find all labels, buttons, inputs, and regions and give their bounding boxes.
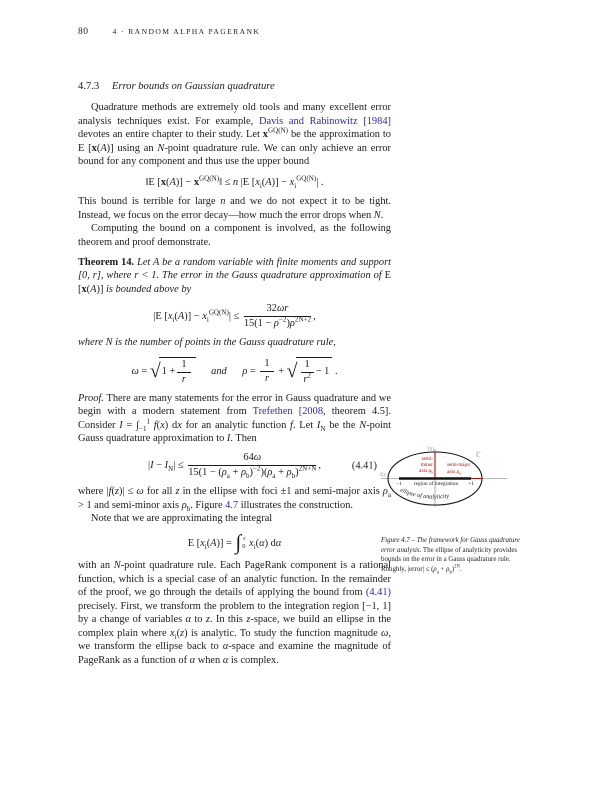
paragraph-quadrature-intro: Quadrature methods are extremely old tools and many excellent error analysis techniques exist. For example, Davis and Rabinowitz [1984] devotes an entire chapter to their study. Let $x^{GQ(N)}$ be the approximation to E [x(A)] using an N-point quadrature rule. We can only achieve an error bound for any component and thus use the upper bound (78, 102, 391, 168)
ellipse-of-analyticity-label: ellipse of analyticity (399, 486, 450, 501)
paragraph-where-n: where N is the number of points in the Gauss quadrature rule, (78, 337, 336, 349)
region-of-integration-label: region of integration (413, 481, 459, 487)
running-head (78, 27, 538, 37)
paragraph-final: with an N-point quadrature rule. Each PageRank component is a rational function, which is a special case of an analytic function. In the remainder of the proof, we go through the details of applying the bound from (4.41) precisely. First, we transform the problem to the integration region [−1, 1] by a change of variables α to z. In this z-space, we build an ellipse in the complex plain where $x_i(z)$ is analytic. To study the function magnitude ω, we transform the ellipse back to α-space and examine the magnitude of PageRank as a function of α when α is complex. (78, 560, 392, 666)
semi-minor-label-line1: semi- (421, 456, 433, 462)
theorem-14: Theorem 14. Let A be a random variable with finite moments and support [0, r], where r < 1. The error in the Gauss quadrature approximation of E [x(A)] is bounded above by (78, 256, 391, 295)
equation-expectation-integral: E $[x_i(A)]$ = ∫ r 0 $x_i(\alpha)$ dα (187, 530, 282, 554)
section-number: 4.7.3 (78, 81, 100, 92)
figure-4-7-diagram (379, 443, 511, 539)
page-number: 80 (78, 27, 89, 37)
complex-plane-symbol: ℂ (476, 451, 481, 459)
semi-minor-label-line3: axis $\rho_b$ (419, 468, 433, 475)
equation-number-4-41: (4.41) (351, 460, 377, 472)
focus-minus-one-label: −1 (396, 481, 402, 487)
equation-4-41-body: $|I - I_N|$ ≤ $\frac{64\omega}{15(1 - (\rho_a + \rho_b)^{-2})(\rho_a + \rho_b)^{2N+N}}$ , (148, 452, 321, 481)
citation-link[interactable]: (4.41) (365, 587, 391, 599)
equation-theorem-bound: |E $[x_i(A)] - x_i^{GQ(N)}|$ ≤ $\frac{32\omega r}{15(1 - \rho^{-2})\rho^{2N+2}}$ , (153, 303, 316, 330)
citation-link[interactable]: Trefethen [2008 (252, 406, 324, 418)
focus-plus-one-label: +1 (468, 481, 474, 487)
semi-major-label-line1: semi-major (447, 462, 471, 468)
body-column (78, 80, 391, 667)
semi-major-label-line2: axis $\rho_a$ (447, 469, 461, 476)
im-axis-label: Im (427, 446, 434, 453)
citation-link[interactable]: 4.7 (225, 499, 239, 511)
paragraph-computing-bound: Computing the bound on a component is involved, as the following theorem and proof demonstrate. (78, 223, 391, 248)
section-title: Error bounds on Gaussian quadrature (111, 81, 275, 92)
paragraph-ellipse-foci: where |f(z)| ≤ ω for all z in the ellipse with foci ±1 and semi-major axis $\rho_a > 1$ and semi-minor axis $\rho_b$. Figure 4.7 illustrates the construction. (78, 486, 392, 513)
semi-minor-label-line2: minor (420, 462, 433, 468)
paragraph-bound-terrible: This bound is terrible for large n and we do not expect it to be tight. Instead, we focus on the error decay—how much the error drops when N. (78, 196, 391, 221)
equation-omega-rho: ω = √ 1 + $\frac{1}{r}$ and ρ = $\frac{1}{r}$ + √ $\frac{1}{r^2}$ − 1 . (131, 357, 338, 385)
figure-4-7 (379, 443, 511, 544)
equation-upper-bound: ‖E $[x(A)] - x^{GQ(N)}‖ \le n$ |E $[x_i(A)] - x_i^{GQ(N)}|$ . (145, 174, 324, 190)
equation-4-41 (78, 452, 391, 479)
figure-4-7-caption: Figure 4.7 – The framework for Gauss quadrature error analysis. The ellipse of analyticity provides bounds on the error in a Gauss quadrature rule. Roughly, |error| ≤ $(\rho_a + \rho_b)^{2N}$. (381, 537, 520, 576)
re-axis-label: Re (380, 472, 387, 479)
paragraph-proof: Proof. There are many statements for the error in Gauss quadrature and we begin with a modern statement from Trefethen [2008, theorem 4.5]. Consider $I = \int_{-1}^1$ f(x) dx for an analytic function f. Let $I_N$ be the N-point Gauss quadrature approximation to I. Then (78, 392, 392, 444)
section-heading (78, 80, 391, 93)
chapter-running-title: 4 · RANDOM ALPHA PAGERANK (112, 27, 261, 36)
paragraph-note-integral: Note that we are approximating the integral (91, 513, 273, 525)
citation-link[interactable]: Davis and Rabinowitz [1984] (258, 115, 391, 127)
